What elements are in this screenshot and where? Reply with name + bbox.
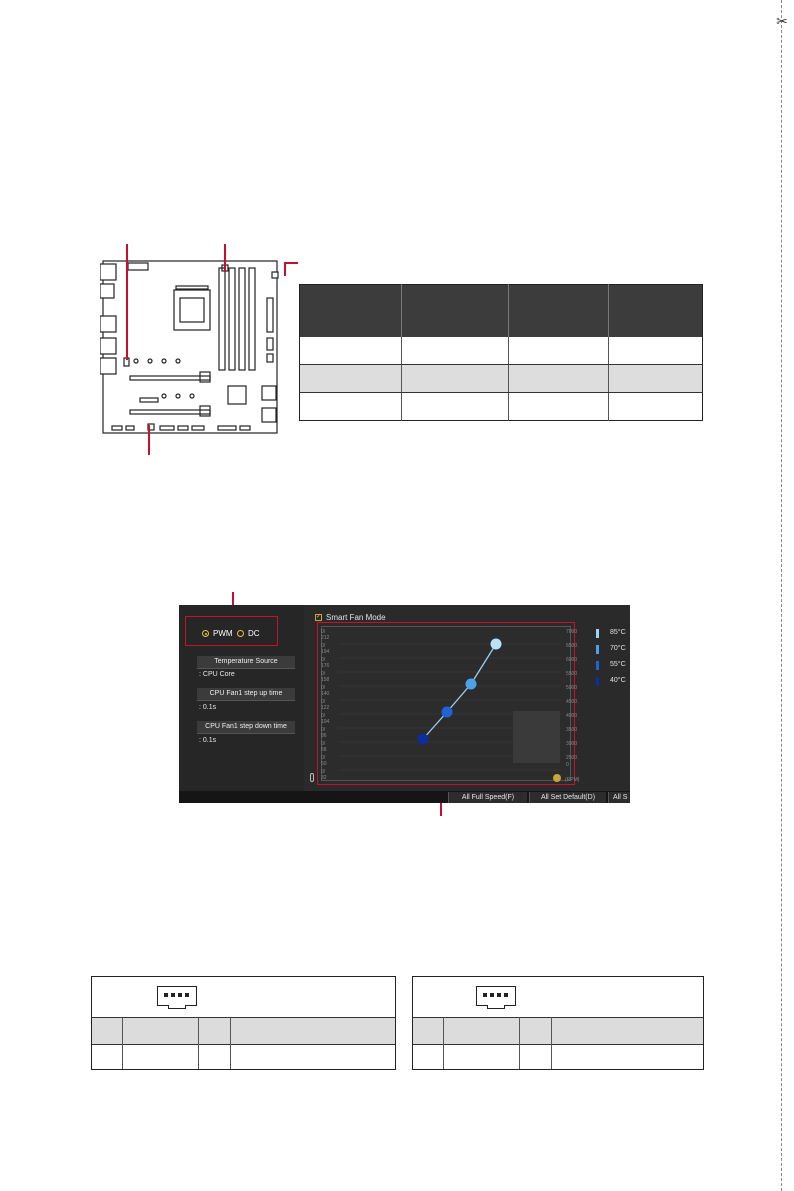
smart-fan-label: Smart Fan Mode	[326, 613, 386, 622]
legend-swatch-70	[596, 645, 599, 654]
y-axis-label: 0/ 158	[321, 671, 330, 683]
pinout-header	[413, 977, 703, 1017]
step-down-time-value: : 0.1s	[199, 737, 217, 744]
y-axis-label: 0/ 50	[321, 755, 327, 767]
connector-tab	[487, 1005, 505, 1009]
pinout-table-right	[412, 976, 704, 1070]
current-status-overlay	[513, 711, 560, 763]
dc-radio[interactable]	[237, 630, 244, 637]
scissors-icon: ✂	[776, 14, 788, 30]
table-cell	[509, 337, 608, 365]
pwm-radio[interactable]	[202, 630, 209, 637]
legend-label-85: 85°C	[610, 629, 626, 636]
table-cell	[509, 365, 608, 393]
column-divider	[198, 1017, 199, 1069]
callout-line-fan3	[284, 262, 286, 276]
table-header-cell	[402, 285, 509, 338]
y-axis-label: 0/ 104	[321, 713, 330, 725]
callout-line-fan2	[224, 244, 226, 272]
column-divider	[551, 1017, 552, 1069]
temperature-source-value: : CPU Core	[199, 671, 235, 678]
cut-line	[781, 0, 782, 1191]
column-divider	[230, 1017, 231, 1069]
pwm-label: PWM	[213, 629, 233, 638]
column-divider	[519, 1017, 520, 1069]
table-header-cell	[608, 285, 702, 338]
table-row	[92, 1017, 395, 1045]
curve-point-70[interactable]	[466, 679, 477, 690]
connector-icon	[157, 986, 197, 1006]
table-row	[300, 365, 703, 393]
table-cell	[300, 365, 402, 393]
step-down-time-button[interactable]: CPU Fan1 step down time	[197, 721, 295, 734]
dc-label: DC	[248, 629, 260, 638]
temperature-source-button[interactable]: Temperature Source	[197, 656, 295, 669]
column-divider	[122, 1017, 123, 1069]
callout-line-fan1	[126, 244, 128, 360]
table-cell	[300, 337, 402, 365]
step-up-time-button[interactable]: CPU Fan1 step up time	[197, 688, 295, 701]
y-axis-label: 7000	[566, 629, 578, 635]
pinout-header	[92, 977, 395, 1017]
legend-swatch-55	[596, 661, 599, 670]
y-axis-label: 0/ 32	[321, 769, 327, 781]
table-row	[300, 337, 703, 365]
thermometer-icon	[310, 773, 314, 782]
y-axis-label: 0/ 176	[321, 657, 330, 669]
smart-fan-checkbox[interactable]: ✓	[316, 614, 322, 620]
legend-swatch-40	[596, 677, 599, 686]
table-row	[92, 1044, 395, 1069]
y-axis-label: 0/ 140	[321, 685, 330, 697]
y-axis-label: 2500	[566, 755, 578, 761]
table-cell	[402, 337, 509, 365]
y-axis-label: 6000	[566, 657, 578, 663]
table-cell	[608, 337, 702, 365]
y-axis-label: 5000	[566, 685, 578, 691]
y-axis-label: 0/ 68	[321, 741, 327, 753]
y-axis-label: 3500	[566, 727, 578, 733]
connector-icon	[476, 986, 516, 1006]
table-cell	[608, 365, 702, 393]
y-axis-label: 0/ 122	[321, 699, 330, 711]
fan-header-table	[299, 284, 703, 421]
table-header-cell	[300, 285, 402, 338]
legend-label-40: 40°C	[610, 677, 626, 684]
fan-icon	[553, 774, 561, 782]
fan-curve-chart	[321, 626, 571, 781]
all-set-default-button[interactable]: All Set Default(D)	[529, 792, 606, 803]
legend-label-70: 70°C	[610, 645, 626, 652]
table-header-row	[300, 285, 703, 338]
legend-label-55: 55°C	[610, 661, 626, 668]
column-divider	[443, 1017, 444, 1069]
all-full-speed-button[interactable]: All Full Speed(F)	[448, 792, 527, 803]
callout-line-fan4	[148, 425, 150, 455]
table-cell	[608, 393, 702, 421]
y-axis-label: 5500	[566, 671, 578, 677]
table-cell	[300, 393, 402, 421]
y-axis-label: 6500	[566, 643, 578, 649]
table-row	[413, 1044, 703, 1069]
table-cell	[402, 393, 509, 421]
table-cell	[402, 365, 509, 393]
callout-line-fan3-h	[284, 262, 298, 264]
all-set-cancel-button[interactable]: All S	[608, 792, 630, 803]
curve-point-85[interactable]	[491, 639, 502, 650]
table-row	[413, 1017, 703, 1045]
table-row	[300, 393, 703, 421]
connector-tab	[168, 1005, 186, 1009]
table-header-cell	[509, 285, 608, 338]
legend-swatch-85	[596, 629, 599, 638]
step-up-time-value: : 0.1s	[199, 704, 217, 711]
y-axis-label: 4500	[566, 699, 578, 705]
curve-point-40[interactable]	[418, 734, 429, 745]
y-axis-label: 0/ 86	[321, 727, 327, 739]
curve-point-55[interactable]	[442, 707, 453, 718]
bios-fan-panel	[179, 605, 630, 803]
y-axis-label: 0/ 212	[321, 629, 330, 641]
y-axis-label: 0/ 194	[321, 643, 330, 655]
table-cell	[509, 393, 608, 421]
y-axis-label: 0	[566, 762, 569, 768]
y-axis-label: 3000	[566, 741, 578, 747]
pinout-table-left	[91, 976, 396, 1070]
y-axis-label: 4000	[566, 713, 578, 719]
rpm-label: (RPM)	[565, 777, 580, 783]
